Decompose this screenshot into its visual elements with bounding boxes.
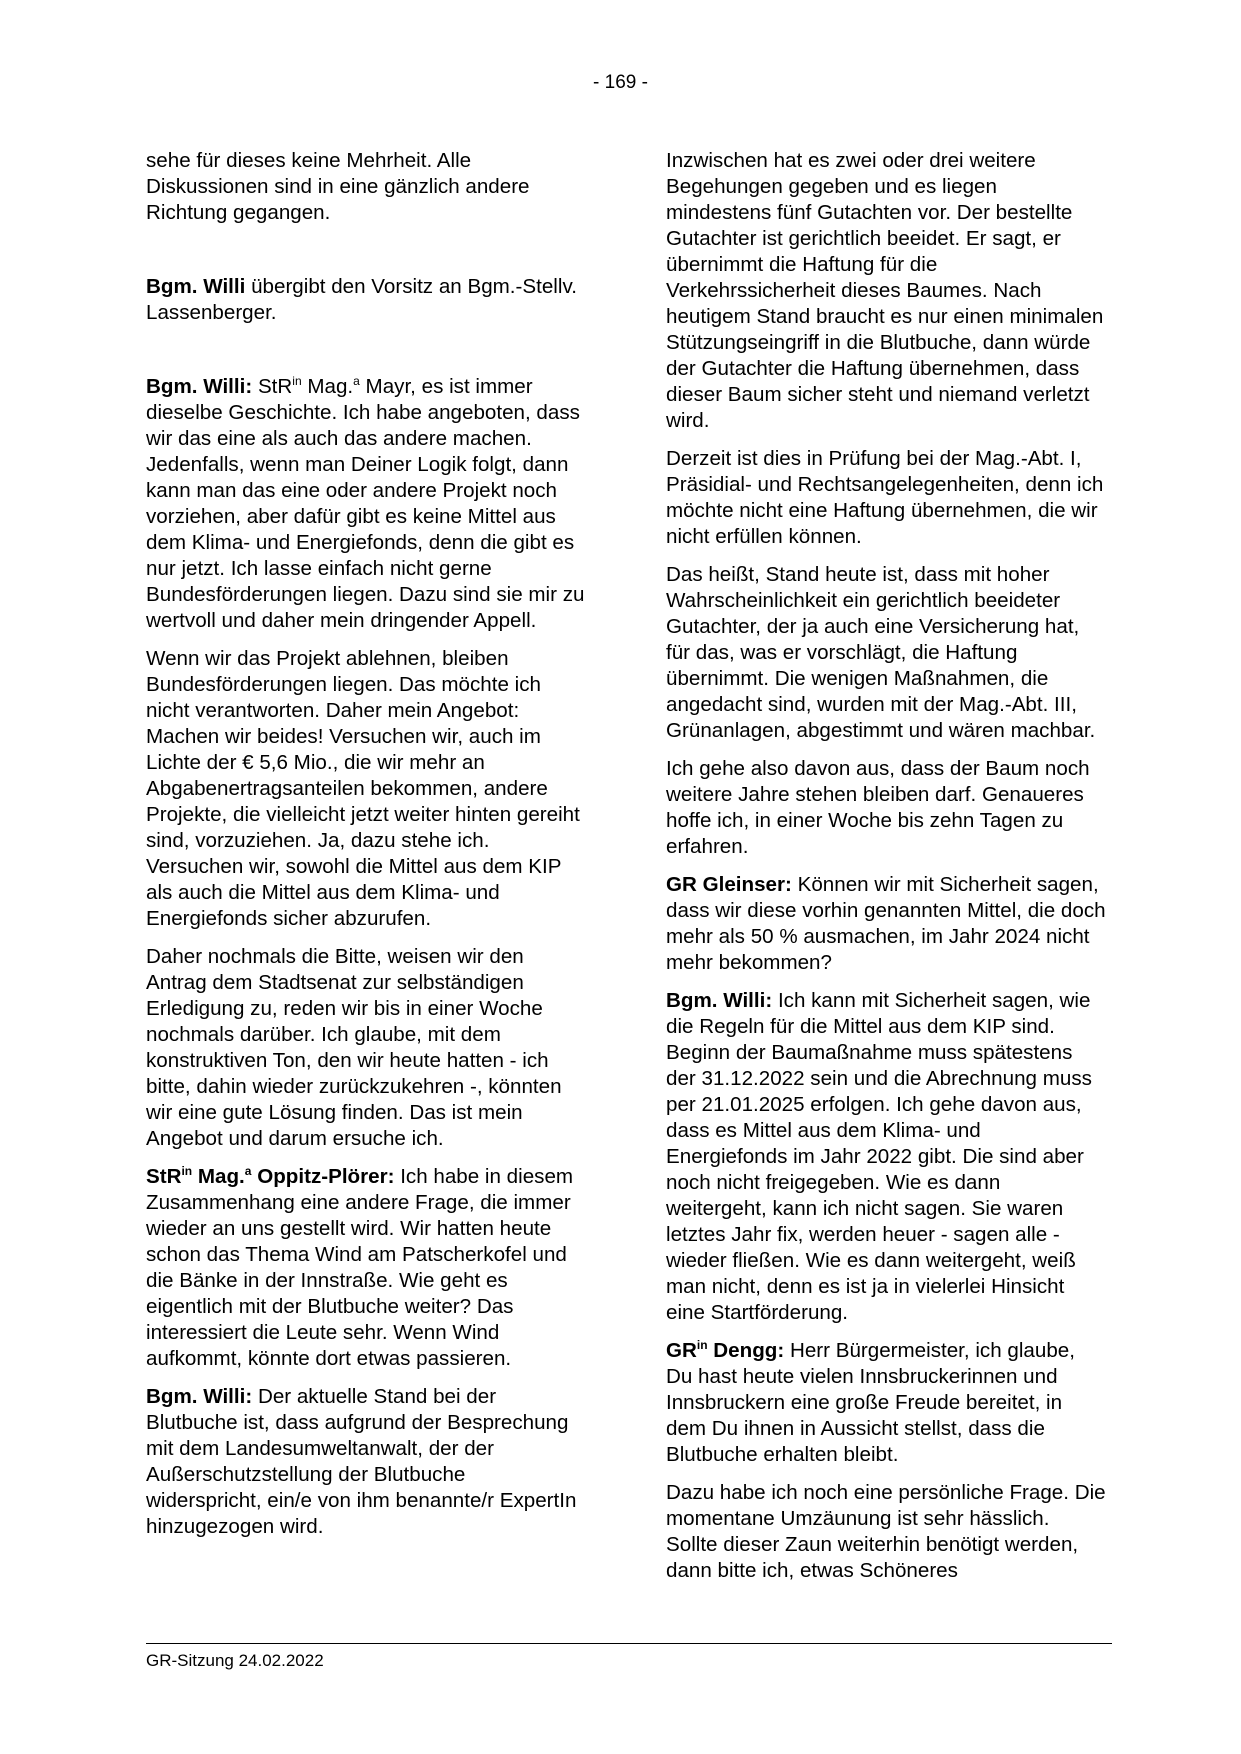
- right-column: [666, 148, 1106, 1596]
- paragraph-text: Ich kann mit Sicherheit sagen, wie die Regeln für die Mittel aus dem KIP sind. Beginn der Baumaßnahme muss spätestens der 31.12.2022 sein und die Abrechnung muss per 21.01.2025 erfolgen. Ich gehe davon aus, dass es Mittel aus dem Klima- und Energiefonds im Jahr 2022 gibt. Die sind aber noch nicht freigegeben. Wie es dann weitergeht, kann ich nicht sagen. Sie waren letztes Jahr fix, werden heuer - sagen alle - wieder fließen. Wie es dann weitergeht, weiß man nicht, denn es ist ja in vielerlei Hinsicht eine Startförderung.: [666, 989, 1092, 1324]
- paragraph-text: Inzwischen hat es zwei oder drei weitere Begehungen gegeben und es liegen mindestens fünf Gutachten vor. Der bestellte Gutachter ist gerichtlich beeidet. Er sagt, er übernimmt die Haftung für die Verkehrssicherheit dieses Baumes. Nach heutigem Stand braucht es nur einen minimalen Stützungseingriff in die Blutbuche, dann würde der Gutachter die Haftung übernehmen, dass dieser Baum sicher steht und niemand verletzt wird.: [666, 149, 1104, 432]
- paragraph-text: übergibt den Vorsitz an Bgm.-Stellv. Lassenberger.: [146, 275, 577, 324]
- paragraph-text: Daher nochmals die Bitte, weisen wir den Antrag dem Stadtsenat zur selbständigen Erledigung zu, reden wir bis in einer Woche nochmals darüber. Ich glaube, mit dem konstruktiven Ton, den wir heute hatten - ich bitte, dahin wieder zurückzukehren -, könnten wir eine gute Lösung finden. Das ist mein Angebot und darum ersuche ich.: [146, 945, 562, 1150]
- footer-divider: [146, 1643, 1112, 1644]
- paragraph-text: Das heißt, Stand heute ist, dass mit hoher Wahrscheinlichkeit ein gerichtlich beeideter Gutachter, der ja auch eine Versicherung hat, für das, was er vorschlägt, die Haftung übernimmt. Die wenigen Maßnahmen, die angedacht sind, wurden mit der Mag.-Abt. III, Grünanlagen, abgestimmt und wären machbar.: [666, 563, 1096, 742]
- speaker-name: [146, 1165, 394, 1188]
- page-number: - 169 -: [593, 72, 648, 93]
- speaker-part: Mag.: [192, 1165, 245, 1188]
- paragraph: [666, 988, 1106, 1326]
- paragraph-text: Ich habe in diesem Zusammenhang eine andere Frage, die immer wieder an uns gestellt wird. Wir hatten heute schon das Thema Wind am Patscherkofel und die Bänke in der Innstraße. Wie geht es eigentlich mit der Blutbuche weiter? Das interessiert die Leute sehr. Wenn Wind aufkommt, könnte dort etwas passieren.: [146, 1165, 574, 1370]
- speaker-name: Bgm. Willi:: [146, 375, 253, 398]
- paragraph: [146, 1164, 586, 1372]
- speaker-name: Bgm. Willi: [146, 275, 246, 298]
- paragraph: [146, 148, 586, 226]
- paragraph-text: Der aktuelle Stand bei der Blutbuche ist, dass aufgrund der Besprechung mit dem Landesumweltanwalt, der der Außerschutzstellung der Blutbuche widerspricht, ein/e von ihm benannte/r ExpertIn hinzugezogen wird.: [146, 1385, 577, 1538]
- speaker-name: GR Gleinser:: [666, 873, 792, 896]
- paragraph-text: sehe für dieses keine Mehrheit. Alle Diskussionen sind in eine gänzlich andere Richtung gegangen.: [146, 149, 530, 224]
- speaker-name: [666, 1339, 784, 1362]
- footer-text: GR-Sitzung 24.02.2022: [146, 1651, 324, 1670]
- left-column: [146, 148, 586, 1552]
- paragraph: [666, 872, 1106, 976]
- speaker-part: StR: [146, 1165, 182, 1188]
- speaker-part: GR: [666, 1339, 697, 1362]
- paragraph: [146, 374, 586, 634]
- title-text: Mag.: [301, 375, 354, 398]
- superscript: a: [244, 1164, 252, 1178]
- speaker-part: Oppitz-Plörer:: [251, 1165, 395, 1188]
- superscript: in: [292, 374, 302, 388]
- paragraph-text: Herr Bürgermeister, ich glaube, Du hast heute vielen Innsbruckerinnen und Innsbruckern eine große Freude bereitet, in dem Du ihnen in Aussicht stellst, dass die Blutbuche erhalten bleibt.: [666, 1339, 1075, 1466]
- paragraph: [666, 756, 1106, 860]
- paragraph-text: Dazu habe ich noch eine persönliche Frage. Die momentane Umzäunung ist sehr hässlich. Sollte dieser Zaun weiterhin benötigt werden, dann bitte ich, etwas Schöneres: [666, 1481, 1106, 1582]
- paragraph: [146, 274, 586, 326]
- paragraph-text: Mayr, es ist immer dieselbe Geschichte. Ich habe angeboten, dass wir das eine als auch das andere machen. Jedenfalls, wenn man Deiner Logik folgt, dann kann man das eine oder andere Projekt noch vorziehen, aber dafür gibt es keine Mittel aus dem Klima- und Energiefonds, denn die gibt es nur jetzt. Ich lasse einfach nicht gerne Bundesförderungen liegen. Dazu sind sie mir zu wertvoll und daher mein dringender Appell.: [146, 375, 585, 632]
- paragraph: [666, 1338, 1106, 1468]
- superscript: a: [353, 374, 360, 388]
- superscript: in: [696, 1338, 708, 1352]
- title-text: StR: [252, 375, 293, 398]
- paragraph: [146, 1384, 586, 1540]
- superscript: in: [181, 1164, 193, 1178]
- paragraph-text: Wenn wir das Projekt ablehnen, bleiben Bundesförderungen liegen. Das möchte ich nicht verantworten. Daher mein Angebot: Machen wir beides! Versuchen wir, auch im Lichte der € 5,6 Mio., die wir mehr an Abgabenertragsanteilen bekommen, andere Projekte, die vielleicht jetzt weiter hinten gereiht sind, vorzuziehen. Ja, dazu stehe ich. Versuchen wir, sowohl die Mittel aus dem KIP als auch die Mittel aus dem Klima- und Energiefonds sicher abzurufen.: [146, 647, 580, 930]
- paragraph: [666, 148, 1106, 434]
- paragraph: [666, 562, 1106, 744]
- speaker-name: Bgm. Willi:: [666, 989, 773, 1012]
- paragraph: [146, 944, 586, 1152]
- paragraph-text: Ich gehe also davon aus, dass der Baum noch weitere Jahre stehen bleiben darf. Genaueres hoffe ich, in einer Woche bis zehn Tagen zu erfahren.: [666, 757, 1090, 858]
- speaker-name: Bgm. Willi:: [146, 1385, 253, 1408]
- paragraph-text: Derzeit ist dies in Prüfung bei der Mag.-Abt. I, Präsidial- und Rechtsangelegenheiten, denn ich möchte nicht eine Haftung übernehmen, die wir nicht erfüllen können.: [666, 447, 1104, 548]
- paragraph: [146, 646, 586, 932]
- paragraph: [666, 1480, 1106, 1584]
- speaker-part: Dengg:: [707, 1339, 785, 1362]
- paragraph-text: Können wir mit Sicherheit sagen, dass wir diese vorhin genannten Mittel, die doch mehr als 50 % ausmachen, im Jahr 2024 nicht mehr bekommen?: [666, 873, 1106, 974]
- paragraph: [666, 446, 1106, 550]
